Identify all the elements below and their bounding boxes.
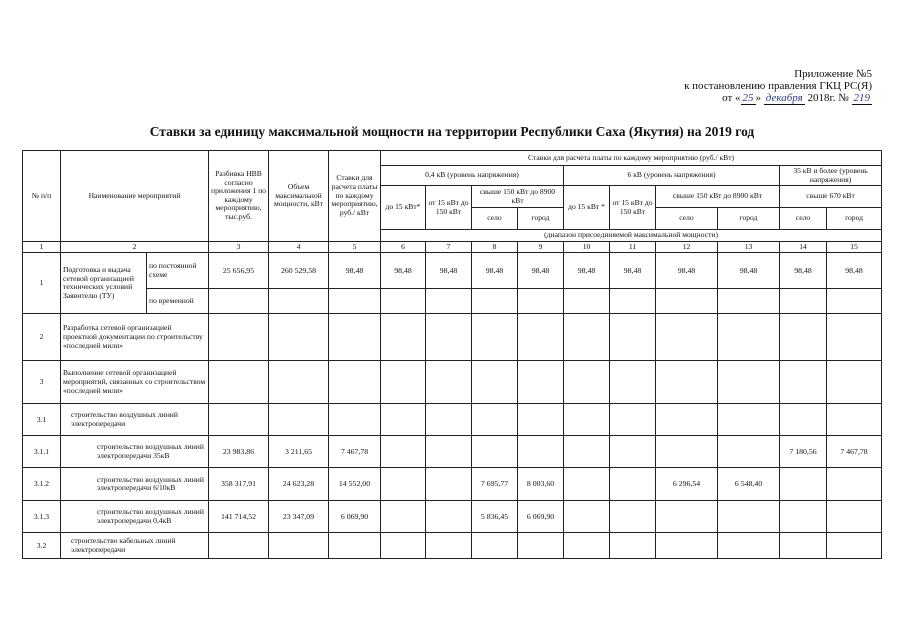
header-num: № п/п xyxy=(23,151,61,242)
cell-value: 6 296,54 xyxy=(656,468,718,501)
cell-value: 6 548,40 xyxy=(718,468,780,501)
col-number: 11 xyxy=(610,241,656,253)
col-number: 8 xyxy=(472,241,518,253)
header-upto15-6kv: до 15 кВт * xyxy=(564,186,610,230)
col-number: 14 xyxy=(780,241,827,253)
page-title: Ставки за единицу максимальной мощности на территории Республики Саха (Якутия) на 2019 год xyxy=(149,124,755,139)
cell-value: 98,48 xyxy=(610,253,656,289)
cell-rate: 6 069,90 xyxy=(329,501,381,533)
cell-value: 7 180,56 xyxy=(780,436,827,468)
row-name: строительство воздушных линий электропередачи 35кВ xyxy=(61,436,209,468)
table-row xyxy=(23,436,882,468)
table-row xyxy=(23,253,882,289)
row-name: Разработка сетевой организацией проектной документации по строительству «последней мили» xyxy=(61,314,209,361)
header-range-note: (диапазон присоединяемой максимальной мощности) xyxy=(381,230,882,242)
cell-nvv: 23 983,86 xyxy=(209,436,269,468)
cell-value: 98,48 xyxy=(656,253,718,289)
cell-nvv: 358 317,91 xyxy=(209,468,269,501)
handwritten-number: 219 xyxy=(853,92,870,104)
col-number: 10 xyxy=(564,241,610,253)
from-prefix: от « xyxy=(722,92,741,104)
header-rate: Ставки для расчета платы по каждому мероприятию, руб./ кВт xyxy=(329,151,381,242)
cell-value: 98,48 xyxy=(780,253,827,289)
header-volume: Объем максимальной мощности, кВт xyxy=(269,151,329,242)
cell-volume: 24 623,28 xyxy=(269,468,329,501)
header-from15-6kv: от 15 кВт до 150 кВт xyxy=(610,186,656,230)
header-from15: от 15 кВт до 150 кВт xyxy=(426,186,472,230)
row-num: 3.1 xyxy=(23,404,61,436)
row-num: 1 xyxy=(23,253,61,314)
row-name: строительство кабельных линий электропередачи xyxy=(61,533,209,559)
cell-value: 98,48 xyxy=(381,253,426,289)
cell-value: 98,48 xyxy=(518,253,564,289)
appendix-line3 xyxy=(684,92,872,104)
cell-volume: 260 529,58 xyxy=(269,253,329,289)
year-text: 2018г. № xyxy=(807,92,849,104)
row-num: 3.1.2 xyxy=(23,468,61,501)
rates-table xyxy=(22,150,882,559)
row-name: Выполнение сетевой организацией мероприятий, связанных со строительством «последней мили» xyxy=(61,361,209,404)
row-name: строительство воздушных линий электропередачи xyxy=(61,404,209,436)
col-number: 7 xyxy=(426,241,472,253)
header-city: город xyxy=(518,208,564,230)
header-village: село xyxy=(780,208,827,230)
header-village: село xyxy=(472,208,518,230)
header-name: Наименование мероприятий xyxy=(61,151,209,242)
col-number: 6 xyxy=(381,241,426,253)
row-num: 3 xyxy=(23,361,61,404)
col-number: 1 xyxy=(23,241,61,253)
header-35kv: 35 кВ и более (уровень напряжения) xyxy=(780,166,882,186)
cell-value: 98,48 xyxy=(718,253,780,289)
table-row xyxy=(23,361,882,404)
table-row xyxy=(23,468,882,501)
cell-value: 5 836,45 xyxy=(472,501,518,533)
row-name: строительство воздушных линий электропередачи 6/10кВ xyxy=(61,468,209,501)
header-city: город xyxy=(827,208,882,230)
col-number: 5 xyxy=(329,241,381,253)
handwritten-month: декабря xyxy=(765,92,803,104)
header-nvv: Разбивка НВВ согласно приложения 1 по каждому мероприятию, тыс.руб. xyxy=(209,151,269,242)
header-04kv: 0,4 кВ (уровень напряжения) xyxy=(381,166,564,186)
header-over670: свыше 670 кВт xyxy=(780,186,882,208)
row-num: 3.2 xyxy=(23,533,61,559)
row-subtype: по постоянной схеме xyxy=(147,253,209,289)
cell-rate: 7 467,78 xyxy=(329,436,381,468)
cell-value: 7 695,77 xyxy=(472,468,518,501)
col-number: 2 xyxy=(61,241,209,253)
cell-value: 98,48 xyxy=(472,253,518,289)
cell-volume: 23 347,09 xyxy=(269,501,329,533)
cell-rate: 98,48 xyxy=(329,253,381,289)
appendix-line2: к постановлению правления ГКЦ РС(Я) xyxy=(684,80,872,92)
row-name: Подготовка и выдача сетевой организацией технических условий Заявителю (ТУ) xyxy=(61,253,147,314)
col-number: 4 xyxy=(269,241,329,253)
cell-nvv: 141 714,52 xyxy=(209,501,269,533)
col-number: 13 xyxy=(718,241,780,253)
cell-value: 8 003,60 xyxy=(518,468,564,501)
col-number: 15 xyxy=(827,241,882,253)
col-number: 12 xyxy=(656,241,718,253)
header-over150: свыше 150 кВт до 8900 кВт xyxy=(472,186,564,208)
table-row xyxy=(23,314,882,361)
header-over150-6kv: свыше 150 кВт до 8900 кВт xyxy=(656,186,780,208)
col-number: 3 xyxy=(209,241,269,253)
cell-value: 98,48 xyxy=(827,253,882,289)
table-row xyxy=(23,501,882,533)
header-village: село xyxy=(656,208,718,230)
cell-nvv: 25 656,95 xyxy=(209,253,269,289)
header-6kv: 6 кВ (уровень напряжения) xyxy=(564,166,780,186)
row-num: 3.1.3 xyxy=(23,501,61,533)
handwritten-day: 25 xyxy=(742,92,754,104)
header-rates-group: Ставки для расчета платы по каждому мероприятию (руб./ кВт) xyxy=(381,151,882,166)
table-row xyxy=(23,533,882,559)
row-num: 3.1.1 xyxy=(23,436,61,468)
cell-rate: 14 552,00 xyxy=(329,468,381,501)
appendix-line1: Приложение №5 xyxy=(794,68,872,80)
table-row xyxy=(23,404,882,436)
from-mid: » xyxy=(755,92,762,104)
header-upto15: до 15 кВт* xyxy=(381,186,426,230)
row-num: 2 xyxy=(23,314,61,361)
table-row xyxy=(23,289,882,314)
cell-value: 98,48 xyxy=(564,253,610,289)
cell-value: 98,48 xyxy=(426,253,472,289)
row-subtype: по временной xyxy=(147,289,209,314)
row-name: строительство воздушных линий электропередачи 0,4кВ xyxy=(61,501,209,533)
col-number: 9 xyxy=(518,241,564,253)
cell-value: 6 069,90 xyxy=(518,501,564,533)
appendix-block xyxy=(684,68,872,104)
header-city: город xyxy=(718,208,780,230)
cell-value: 7 467,78 xyxy=(827,436,882,468)
cell-volume: 3 211,65 xyxy=(269,436,329,468)
